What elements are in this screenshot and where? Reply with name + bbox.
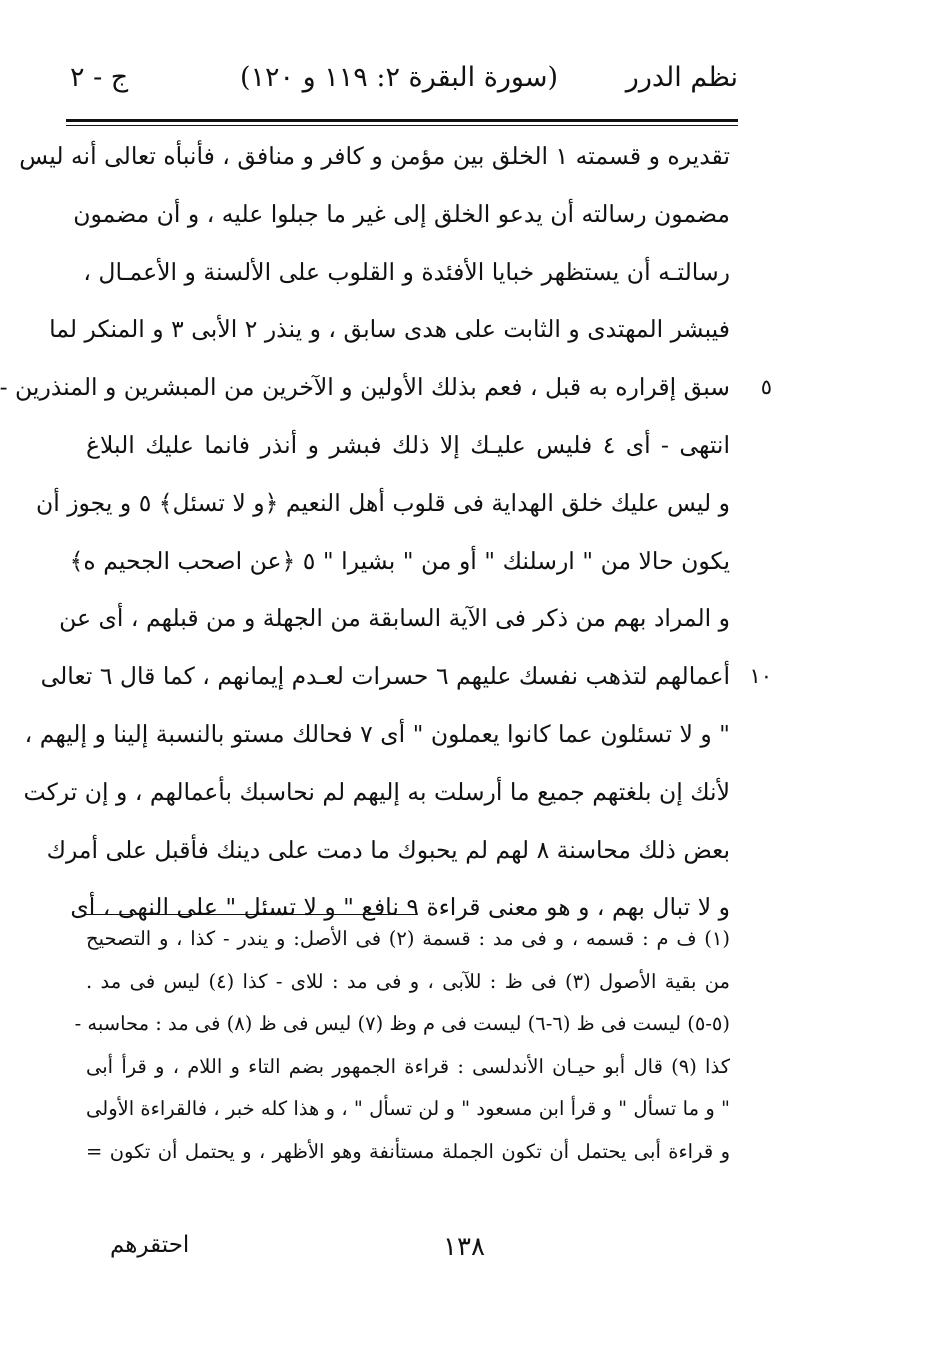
text-line: ١٠ أعمالهم لتذهب نفسك عليهم ٦ حسرات لعـدم إيمانهم ، كما قال ٦ تعالى xyxy=(86,648,730,706)
text-line: تقديره و قسمته ١ الخلق بين مؤمن و كافر و منافق ، فأنبأه تعالى أنه ليس xyxy=(19,142,730,170)
footnote-line: " و ما تسأل " و قرأ ابن مسعود " و لن تسأل " ، و هذا كله خبر ، فالقراءة الأولى xyxy=(86,1097,730,1121)
line-number: ٥ xyxy=(760,375,772,400)
page-number: ١٣٨ xyxy=(443,1232,485,1262)
text-line: انتهى - أى ٤ فليس عليـك إلا ذلك فبشر و أنذر فانما عليك البلاغ xyxy=(86,430,730,459)
footnote-line: و قراءة أبى يحتمل أن تكون الجملة مستأنفة وهو الأظهر ، و يحتمل أن تكون = xyxy=(86,1139,730,1163)
footnotes xyxy=(74,918,731,1174)
running-header xyxy=(60,62,738,106)
header-rule-thin xyxy=(66,125,738,126)
text-line: فيبشر المهتدى و الثابت على هدى سابق ، و ينذر ٢ الأبى ٣ و المنكر لما xyxy=(49,315,730,344)
text-line: ٥ سبق إقراره به قبل ، فعم بذلك الأولين و الآخرين من المبشرين و المنذرين - xyxy=(86,359,730,417)
footnote-line: كذا (٩) قال أبو حيـان الأندلسى : قراءة الجمهور بضم التاء و اللام ، و قرأ أبى xyxy=(86,1054,730,1078)
text-line: رسالتـه أن يستظهر خبايا الأفئدة و القلوب على الألسنة و الأعمـال ، xyxy=(83,257,730,286)
text-line: و المراد بهم من ذكر فى الآية السابقة من الجهلة و من قبلهم ، أى عن xyxy=(59,604,730,633)
footnote-line: (٥-٥) ليست فى ظ (٦-٦) ليست فى م وظ (٧) ليس فى ظ (٨) فى مد : محاسبه - xyxy=(74,1012,730,1036)
text-line: و لا تبال بهم ، و هو معنى قراءة ٩ نافع " و لا تسئل " على النهى ، أى xyxy=(70,893,730,922)
book-title: نظم الدرر xyxy=(625,62,738,93)
surah-reference: (سورة البقرة ٢: ١١٩ و ١٢٠) xyxy=(239,62,559,93)
main-text xyxy=(0,128,772,937)
footnote-separator xyxy=(86,914,416,915)
text-line: مضمون رسالته أن يدعو الخلق إلى غير ما جبلوا عليه ، و أن مضمون xyxy=(73,199,730,228)
line-number: ١٠ xyxy=(749,664,772,689)
text-line: " و لا تسئلون عما كانوا يعملون " أى ٧ فحالك مستو بالنسبة إلينا و إليهم ، xyxy=(24,719,730,748)
text-line: بعض ذلك محاسنة ٨ لهم لم يحبوك ما دمت على دينك فأقبل على أمرك xyxy=(46,835,730,864)
footnote-line: من بقية الأصول (٣) فى ظ : للآبى ، و فى مد : للاى - كذا (٤) ليس فى مد . xyxy=(86,969,731,993)
catchword: احتقرهم xyxy=(110,1232,190,1258)
text-line: يكون حالا من " ارسلنك " أو من " بشيرا " ٥ ﴿عن اصحب الجحيم ه﴾ xyxy=(69,546,730,575)
text-line: و ليس عليك خلق الهداية فى قلوب أهل النعيم ﴿و لا تسئل﴾ ٥ و يجوز أن xyxy=(35,488,730,517)
text-line: لأنك إن بلغتهم جميع ما أرسلت به إليهم لم نحاسبك بأعمالهم ، و إن تركت xyxy=(23,777,730,806)
footnote-line: (١) ف م : قسمه ، و فى مد : قسمة (٢) فى الأصل: و يندر - كذا ، و التصحيح xyxy=(86,927,731,950)
header-rule-thick xyxy=(66,119,738,122)
volume-number: ج - ٢ xyxy=(70,62,129,93)
